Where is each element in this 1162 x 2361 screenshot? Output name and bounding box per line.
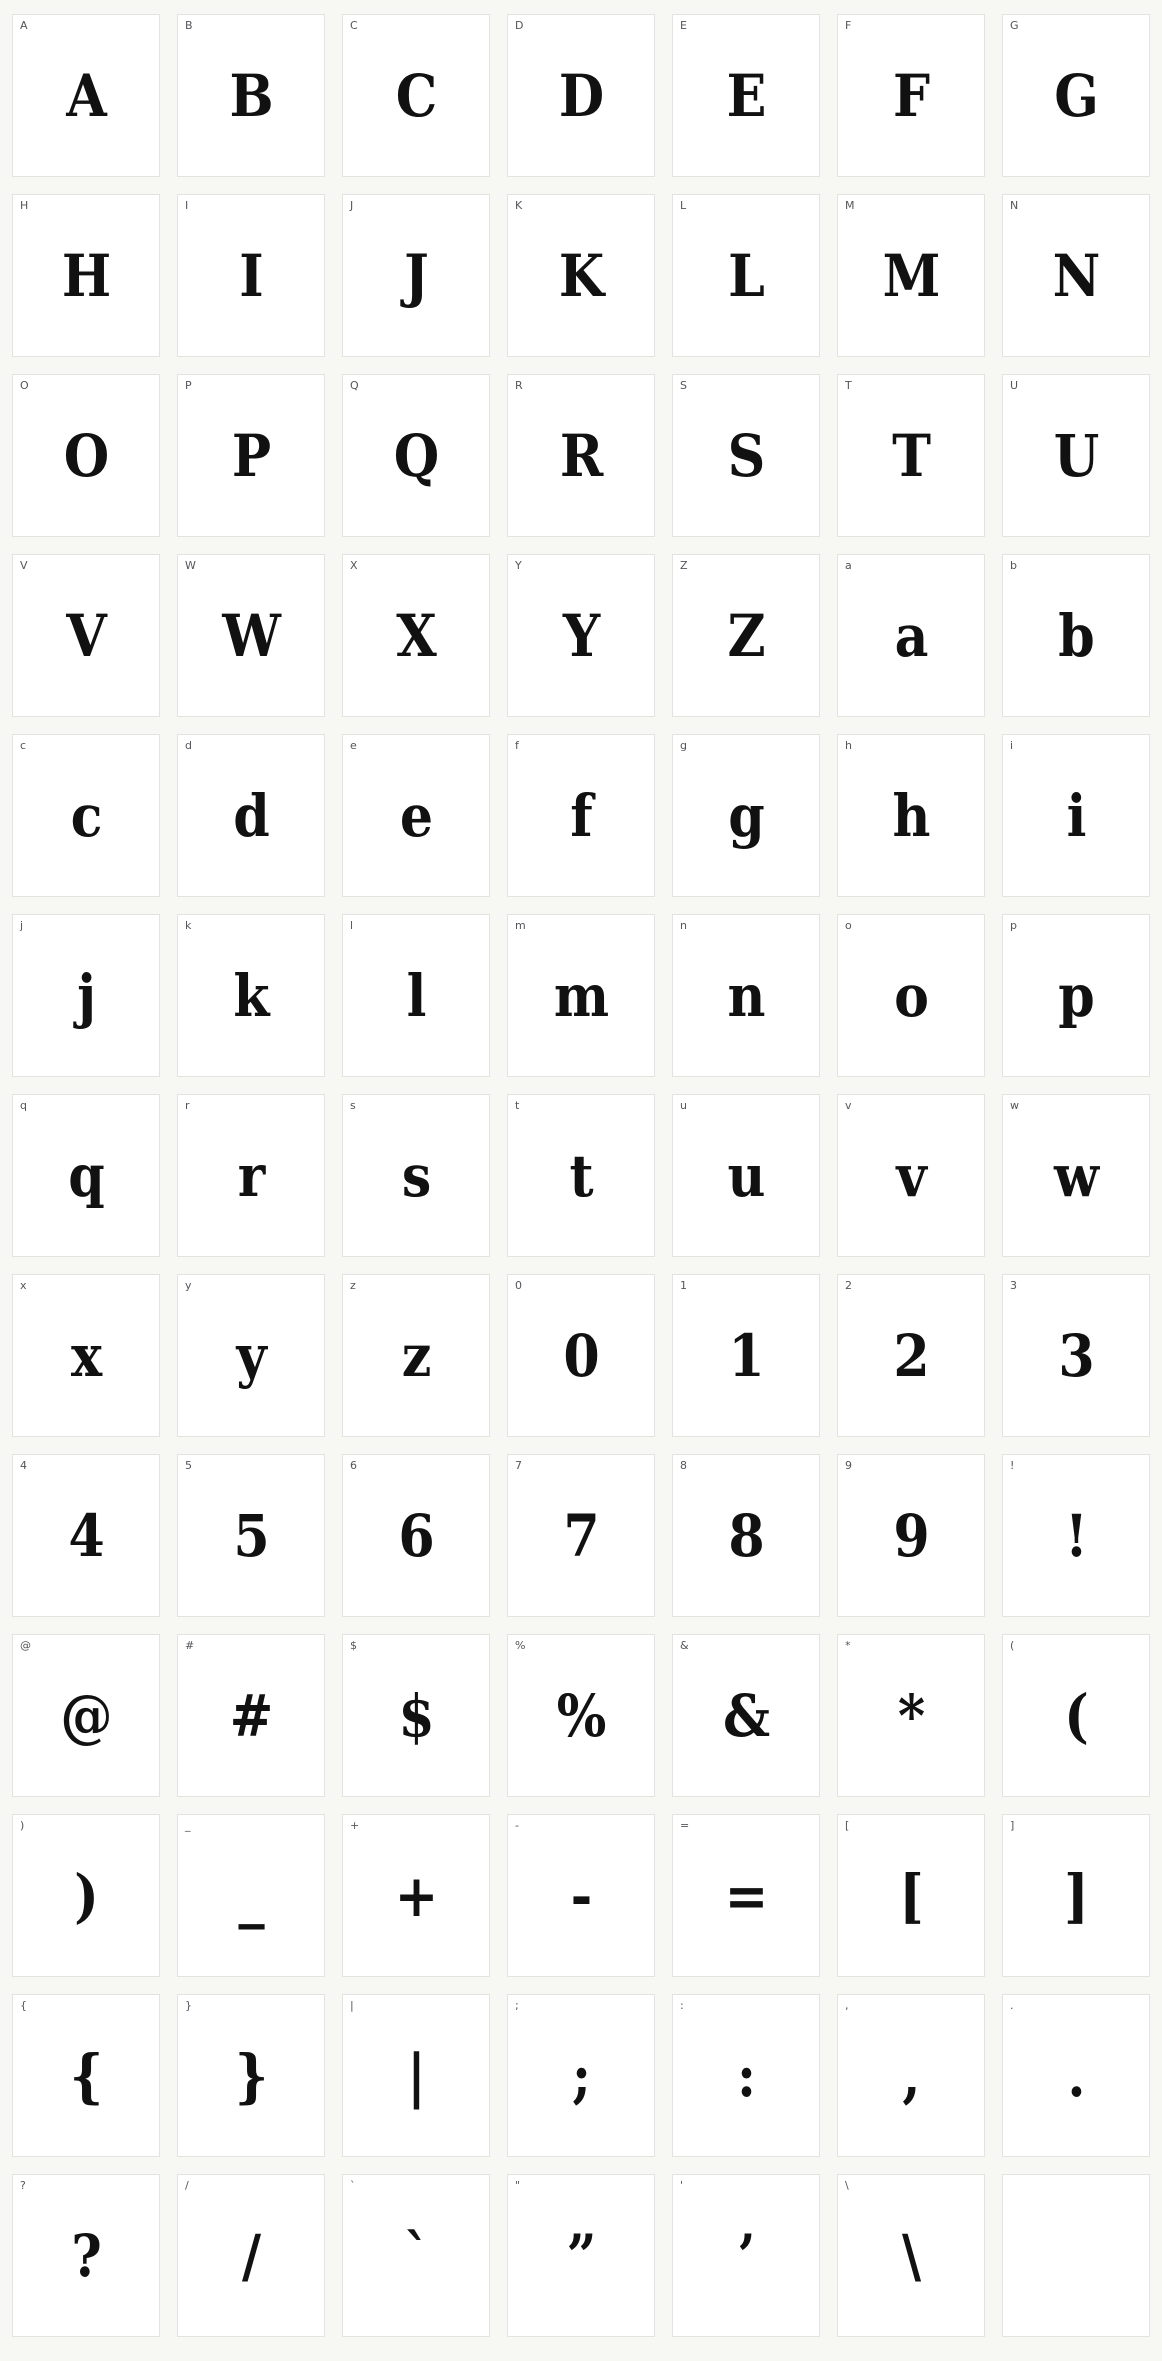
- glyph-cell-label: P: [185, 379, 192, 392]
- glyph-cell-sample: .: [1067, 2041, 1085, 2110]
- glyph-cell-label: k: [185, 919, 192, 932]
- glyph-cell[interactable]: [1002, 554, 1150, 717]
- glyph-cell[interactable]: [342, 1274, 490, 1437]
- glyph-cell[interactable]: [672, 374, 820, 537]
- glyph-cell-sample: :: [736, 2041, 756, 2110]
- glyph-cell-label: M: [845, 199, 855, 212]
- glyph-cell-label: O: [20, 379, 29, 392]
- glyph-cell-label: n: [680, 919, 687, 932]
- glyph-cell[interactable]: [672, 1994, 820, 2157]
- glyph-cell[interactable]: [12, 1454, 160, 1617]
- glyph-cell-sample: ?: [71, 2221, 101, 2290]
- glyph-cell-label: !: [1010, 1459, 1015, 1472]
- glyph-cell[interactable]: [12, 914, 160, 1077]
- glyph-cell-label: w: [1010, 1099, 1019, 1112]
- glyph-cell-label: ;: [515, 1999, 519, 2012]
- glyph-cell-label: p: [1010, 919, 1017, 932]
- glyph-cell-sample: P: [231, 421, 271, 490]
- glyph-cell[interactable]: [177, 1094, 325, 1257]
- glyph-cell[interactable]: [177, 14, 325, 177]
- glyph-cell[interactable]: [672, 1634, 820, 1797]
- glyph-cell-sample: @: [60, 1681, 112, 1750]
- glyph-cell-sample: q: [68, 1141, 104, 1210]
- glyph-cell-label: a: [845, 559, 852, 572]
- glyph-cell-label: /: [185, 2179, 189, 2192]
- glyph-cell-sample: %: [556, 1681, 606, 1750]
- glyph-cell-sample: v: [896, 1141, 926, 1210]
- glyph-cell[interactable]: [507, 554, 655, 717]
- glyph-cell[interactable]: [1002, 374, 1150, 537]
- glyph-cell-sample: D: [558, 61, 604, 130]
- glyph-cell-label: D: [515, 19, 524, 32]
- glyph-cell-sample: z: [401, 1321, 431, 1390]
- glyph-cell-label: g: [680, 739, 687, 752]
- glyph-cell[interactable]: [837, 194, 985, 357]
- glyph-cell-label: B: [185, 19, 193, 32]
- glyph-cell-sample: i: [1066, 781, 1086, 850]
- glyph-cell[interactable]: [342, 14, 490, 177]
- glyph-cell-sample: O: [63, 421, 109, 490]
- glyph-cell-sample: T: [892, 421, 930, 490]
- glyph-cell-sample: o: [894, 961, 928, 1030]
- glyph-cell[interactable]: [672, 554, 820, 717]
- glyph-cell-label: r: [185, 1099, 190, 1112]
- glyph-cell-label: L: [680, 199, 687, 212]
- glyph-cell-label: .: [1010, 1999, 1014, 2012]
- glyph-cell-label: |: [350, 1999, 354, 2012]
- glyph-cell-sample: S: [727, 421, 765, 490]
- glyph-cell[interactable]: [12, 374, 160, 537]
- glyph-cell-label: A: [20, 19, 28, 32]
- glyph-cell[interactable]: [177, 1274, 325, 1437]
- glyph-cell-sample: d: [233, 781, 269, 850]
- glyph-cell[interactable]: [507, 1094, 655, 1257]
- glyph-cell[interactable]: [177, 734, 325, 897]
- glyph-cell-sample: X: [396, 601, 436, 670]
- glyph-cell[interactable]: [837, 1094, 985, 1257]
- glyph-cell-sample: A: [66, 61, 106, 130]
- glyph-cell-label: X: [350, 559, 358, 572]
- glyph-cell-sample: 0: [563, 1321, 599, 1390]
- glyph-cell[interactable]: [12, 194, 160, 357]
- glyph-cell-label: H: [20, 199, 29, 212]
- glyph-cell[interactable]: [177, 914, 325, 1077]
- glyph-cell-sample: ’: [737, 2221, 755, 2290]
- glyph-cell-sample: m: [553, 961, 609, 1030]
- glyph-cell-sample: ]: [1064, 1861, 1088, 1930]
- glyph-cell-label: #: [185, 1639, 195, 1652]
- glyph-cell[interactable]: [672, 14, 820, 177]
- glyph-cell[interactable]: [1002, 194, 1150, 357]
- glyph-cell-label: N: [1010, 199, 1019, 212]
- glyph-cell-label: S: [680, 379, 687, 392]
- glyph-cell[interactable]: [1002, 734, 1150, 897]
- glyph-cell[interactable]: [507, 374, 655, 537]
- glyph-cell-sample: #: [229, 1681, 273, 1750]
- glyph-cell[interactable]: [672, 1094, 820, 1257]
- glyph-cell-label: G: [1010, 19, 1019, 32]
- glyph-cell[interactable]: [177, 374, 325, 537]
- glyph-cell-label: V: [20, 559, 28, 572]
- glyph-cell[interactable]: [342, 194, 490, 357]
- glyph-cell-sample: V: [66, 601, 106, 670]
- glyph-cell[interactable]: [12, 2174, 160, 2337]
- glyph-cell-label: (: [1010, 1639, 1015, 1652]
- glyph-cell[interactable]: [342, 914, 490, 1077]
- glyph-cell-label: +: [350, 1819, 360, 1832]
- glyph-cell-sample: ”: [566, 2221, 596, 2290]
- glyph-cell[interactable]: [177, 1454, 325, 1617]
- glyph-cell-label: \: [845, 2179, 849, 2192]
- glyph-cell-sample: w: [1054, 1141, 1098, 1210]
- glyph-cell[interactable]: [1002, 1814, 1150, 1977]
- glyph-cell[interactable]: [342, 1994, 490, 2157]
- glyph-cell-label: ]: [1010, 1819, 1015, 1832]
- glyph-cell-sample: F: [892, 61, 930, 130]
- glyph-cell-sample: &: [722, 1681, 770, 1750]
- glyph-cell-sample: -: [570, 1861, 592, 1930]
- glyph-cell-sample: 9: [893, 1501, 929, 1570]
- glyph-cell-sample: ,: [902, 2041, 920, 2110]
- glyph-cell-sample: Z: [727, 601, 765, 670]
- glyph-cell-sample: 8: [728, 1501, 764, 1570]
- glyph-cell-sample: K: [558, 241, 604, 310]
- glyph-cell[interactable]: [507, 1634, 655, 1797]
- glyph-cell[interactable]: [1002, 1634, 1150, 1797]
- glyph-cell-sample: L: [728, 241, 764, 310]
- glyph-cell-sample: {: [69, 2041, 103, 2110]
- glyph-cell-sample: J: [404, 241, 428, 310]
- glyph-cell-label: ): [20, 1819, 25, 1832]
- glyph-cell-label: 0: [515, 1279, 522, 1292]
- glyph-cell-label: R: [515, 379, 523, 392]
- glyph-cell-label: Q: [350, 379, 359, 392]
- glyph-cell[interactable]: [837, 1274, 985, 1437]
- glyph-cell-label: t: [515, 1099, 520, 1112]
- glyph-cell-sample: b: [1058, 601, 1094, 670]
- glyph-cell-label: 1: [680, 1279, 687, 1292]
- glyph-cell[interactable]: [837, 1994, 985, 2157]
- glyph-cell[interactable]: [837, 554, 985, 717]
- glyph-cell[interactable]: [507, 1994, 655, 2157]
- glyph-cell-label: m: [515, 919, 526, 932]
- glyph-cell-label: [: [845, 1819, 850, 1832]
- glyph-cell[interactable]: [837, 14, 985, 177]
- glyph-cell-sample: ): [74, 1861, 98, 1930]
- glyph-cell[interactable]: [837, 2174, 985, 2337]
- glyph-cell[interactable]: [342, 1634, 490, 1797]
- glyph-cell[interactable]: [12, 1814, 160, 1977]
- glyph-cell-sample: 7: [563, 1501, 599, 1570]
- glyph-cell-label: -: [515, 1819, 519, 1832]
- glyph-cell-sample: $: [398, 1681, 434, 1750]
- glyph-cell-sample: /: [241, 2221, 261, 2290]
- glyph-cell-label: Y: [515, 559, 522, 572]
- glyph-cell-sample: R: [559, 421, 603, 490]
- glyph-cell-label: v: [845, 1099, 852, 1112]
- glyph-cell-label: T: [845, 379, 852, 392]
- glyph-cell-label: h: [845, 739, 852, 752]
- glyph-cell-sample: 3: [1058, 1321, 1094, 1390]
- glyph-cell-label: f: [515, 739, 519, 752]
- glyph-cell[interactable]: [672, 914, 820, 1077]
- glyph-cell-label: 7: [515, 1459, 522, 1472]
- glyph-cell-sample: _: [238, 1861, 264, 1930]
- glyph-cell-label: b: [1010, 559, 1017, 572]
- glyph-cell-sample: 2: [893, 1321, 929, 1390]
- glyph-cell-label: `: [350, 2179, 356, 2192]
- glyph-cell-label: }: [185, 1999, 192, 2012]
- glyph-cell[interactable]: [342, 1814, 490, 1977]
- glyph-cell[interactable]: [12, 734, 160, 897]
- glyph-cell-sample: y: [236, 1321, 266, 1390]
- glyph-cell-sample: (: [1064, 1681, 1088, 1750]
- glyph-cell-label: U: [1010, 379, 1019, 392]
- glyph-cell[interactable]: [1002, 1274, 1150, 1437]
- glyph-cell[interactable]: [342, 1454, 490, 1617]
- glyph-cell[interactable]: [837, 914, 985, 1077]
- glyph-cell-label: ?: [20, 2179, 26, 2192]
- glyph-cell-label: ": [515, 2179, 521, 2192]
- glyph-cell-sample: h: [892, 781, 930, 850]
- glyph-cell-label: =: [680, 1819, 690, 1832]
- glyph-cell[interactable]: [672, 1274, 820, 1437]
- glyph-cell-sample: }: [234, 2041, 268, 2110]
- glyph-cell-label: J: [350, 199, 354, 212]
- glyph-cell-label: ': [680, 2179, 684, 2192]
- glyph-cell[interactable]: [177, 2174, 325, 2337]
- glyph-cell-sample: c: [70, 781, 102, 850]
- glyph-cell[interactable]: [672, 734, 820, 897]
- glyph-cell-label: Z: [680, 559, 688, 572]
- glyph-cell-sample: U: [1053, 421, 1099, 490]
- glyph-cell[interactable]: [342, 374, 490, 537]
- glyph-cell-sample: 6: [398, 1501, 434, 1570]
- glyph-cell-sample: k: [233, 961, 269, 1030]
- glyph-cell-sample: +: [394, 1861, 438, 1930]
- glyph-cell-sample: N: [1052, 241, 1100, 310]
- glyph-cell-label: d: [185, 739, 192, 752]
- glyph-cell-sample: g: [728, 781, 764, 850]
- glyph-cell[interactable]: [177, 194, 325, 357]
- glyph-cell-sample: n: [727, 961, 765, 1030]
- glyph-cell-sample: `: [403, 2221, 429, 2290]
- glyph-cell[interactable]: [672, 1814, 820, 1977]
- glyph-cell-label: ,: [845, 1999, 849, 2012]
- glyph-cell[interactable]: [12, 1634, 160, 1797]
- glyph-cell[interactable]: [342, 2174, 490, 2337]
- glyph-cell-label: s: [350, 1099, 356, 1112]
- glyph-cell-sample: r: [237, 1141, 265, 1210]
- glyph-cell[interactable]: [12, 1274, 160, 1437]
- glyph-cell-sample: ;: [571, 2041, 591, 2110]
- glyph-cell-label: K: [515, 199, 523, 212]
- glyph-cell-label: {: [20, 1999, 27, 2012]
- glyph-cell-sample: 4: [68, 1501, 104, 1570]
- glyph-cell[interactable]: [177, 554, 325, 717]
- glyph-cell-label: 3: [1010, 1279, 1017, 1292]
- glyph-cell-label: z: [350, 1279, 356, 1292]
- glyph-cell-sample: 5: [233, 1501, 269, 1570]
- glyph-cell[interactable]: [1002, 1094, 1150, 1257]
- glyph-cell[interactable]: [837, 1454, 985, 1617]
- glyph-cell[interactable]: [672, 1454, 820, 1617]
- glyph-cell-sample: I: [239, 241, 263, 310]
- glyph-cell[interactable]: [1002, 914, 1150, 1077]
- glyph-cell[interactable]: [507, 734, 655, 897]
- glyph-cell[interactable]: [12, 14, 160, 177]
- glyph-cell[interactable]: [1002, 14, 1150, 177]
- glyph-cell-sample: u: [727, 1141, 765, 1210]
- glyph-cell-sample: W: [222, 601, 280, 670]
- glyph-cell[interactable]: [507, 1814, 655, 1977]
- glyph-cell[interactable]: [507, 2174, 655, 2337]
- glyph-cell[interactable]: [342, 1094, 490, 1257]
- glyph-cell-label: :: [680, 1999, 684, 2012]
- glyph-cell-sample: \: [901, 2221, 921, 2290]
- glyph-cell-sample: C: [395, 61, 437, 130]
- glyph-cell-label: W: [185, 559, 196, 572]
- glyph-cell-label: E: [680, 19, 687, 32]
- glyph-cell-label: e: [350, 739, 357, 752]
- glyph-cell[interactable]: [507, 1454, 655, 1617]
- glyph-cell[interactable]: [177, 1634, 325, 1797]
- glyph-cell-sample: 1: [728, 1321, 764, 1390]
- glyph-cell-sample: f: [570, 781, 592, 850]
- glyph-cell[interactable]: [12, 554, 160, 717]
- glyph-cell-sample: =: [724, 1861, 768, 1930]
- glyph-cell-sample: *: [897, 1681, 925, 1750]
- glyph-cell[interactable]: [1002, 2174, 1150, 2337]
- glyph-cell-label: q: [20, 1099, 27, 1112]
- glyph-cell-label: 6: [350, 1459, 357, 1472]
- glyph-cell[interactable]: [507, 914, 655, 1077]
- glyph-cell[interactable]: [507, 14, 655, 177]
- glyph-cell-sample: l: [406, 961, 426, 1030]
- glyph-cell[interactable]: [12, 1994, 160, 2157]
- glyph-cell[interactable]: [507, 194, 655, 357]
- glyph-cell-label: 2: [845, 1279, 852, 1292]
- glyph-cell-sample: H: [61, 241, 111, 310]
- glyph-cell[interactable]: [837, 1634, 985, 1797]
- glyph-cell-sample: |: [407, 2041, 425, 2110]
- glyph-cell-sample: [: [899, 1861, 923, 1930]
- glyph-cell-sample: e: [399, 781, 433, 850]
- glyph-cell[interactable]: [1002, 1994, 1150, 2157]
- glyph-cell-sample: Y: [562, 601, 600, 670]
- glyph-cell[interactable]: [672, 194, 820, 357]
- glyph-cell-label: $: [350, 1639, 357, 1652]
- glyph-cell[interactable]: [177, 1814, 325, 1977]
- glyph-cell[interactable]: [837, 1814, 985, 1977]
- glyph-cell-sample: x: [70, 1321, 102, 1390]
- glyph-cell[interactable]: [837, 734, 985, 897]
- glyph-cell-sample: B: [229, 61, 273, 130]
- glyph-cell-sample: t: [569, 1141, 593, 1210]
- glyph-cell-label: y: [185, 1279, 192, 1292]
- glyph-cell-sample: a: [894, 601, 928, 670]
- glyph-cell-label: l: [350, 919, 354, 932]
- glyph-cell[interactable]: [1002, 1454, 1150, 1617]
- glyph-cell-label: 9: [845, 1459, 852, 1472]
- glyph-cell[interactable]: [12, 1094, 160, 1257]
- glyph-cell-label: *: [845, 1639, 851, 1652]
- glyph-cell-label: x: [20, 1279, 27, 1292]
- glyph-cell[interactable]: [342, 734, 490, 897]
- glyph-cell-label: _: [185, 1819, 191, 1832]
- glyph-cell-sample: p: [1058, 961, 1094, 1030]
- glyph-cell-label: &: [680, 1639, 689, 1652]
- glyph-cell[interactable]: [342, 554, 490, 717]
- glyph-cell-label: j: [20, 919, 24, 932]
- glyph-cell-sample: Q: [393, 421, 439, 490]
- glyph-cell-label: 4: [20, 1459, 27, 1472]
- glyph-cell-label: u: [680, 1099, 687, 1112]
- glyph-cell-label: I: [185, 199, 189, 212]
- glyph-cell-label: %: [515, 1639, 526, 1652]
- glyph-cell-label: c: [20, 739, 27, 752]
- glyph-cell-sample: M: [882, 241, 940, 310]
- glyph-cell[interactable]: [507, 1274, 655, 1437]
- glyph-cell[interactable]: [672, 2174, 820, 2337]
- glyph-cell[interactable]: [837, 374, 985, 537]
- glyph-cell-sample: G: [1054, 61, 1098, 130]
- glyph-cell-label: o: [845, 919, 852, 932]
- glyph-cell-label: @: [20, 1639, 31, 1652]
- glyph-cell-sample: s: [401, 1141, 431, 1210]
- glyph-cell-label: 8: [680, 1459, 687, 1472]
- glyph-cell-label: i: [1010, 739, 1014, 752]
- glyph-cell[interactable]: [177, 1994, 325, 2157]
- glyph-cell-sample: j: [77, 961, 95, 1030]
- glyph-cell-label: 5: [185, 1459, 192, 1472]
- glyph-cell-label: F: [845, 19, 852, 32]
- glyph-cell-sample: E: [726, 61, 766, 130]
- glyph-cell-sample: !: [1065, 1501, 1087, 1570]
- glyph-cell-label: C: [350, 19, 358, 32]
